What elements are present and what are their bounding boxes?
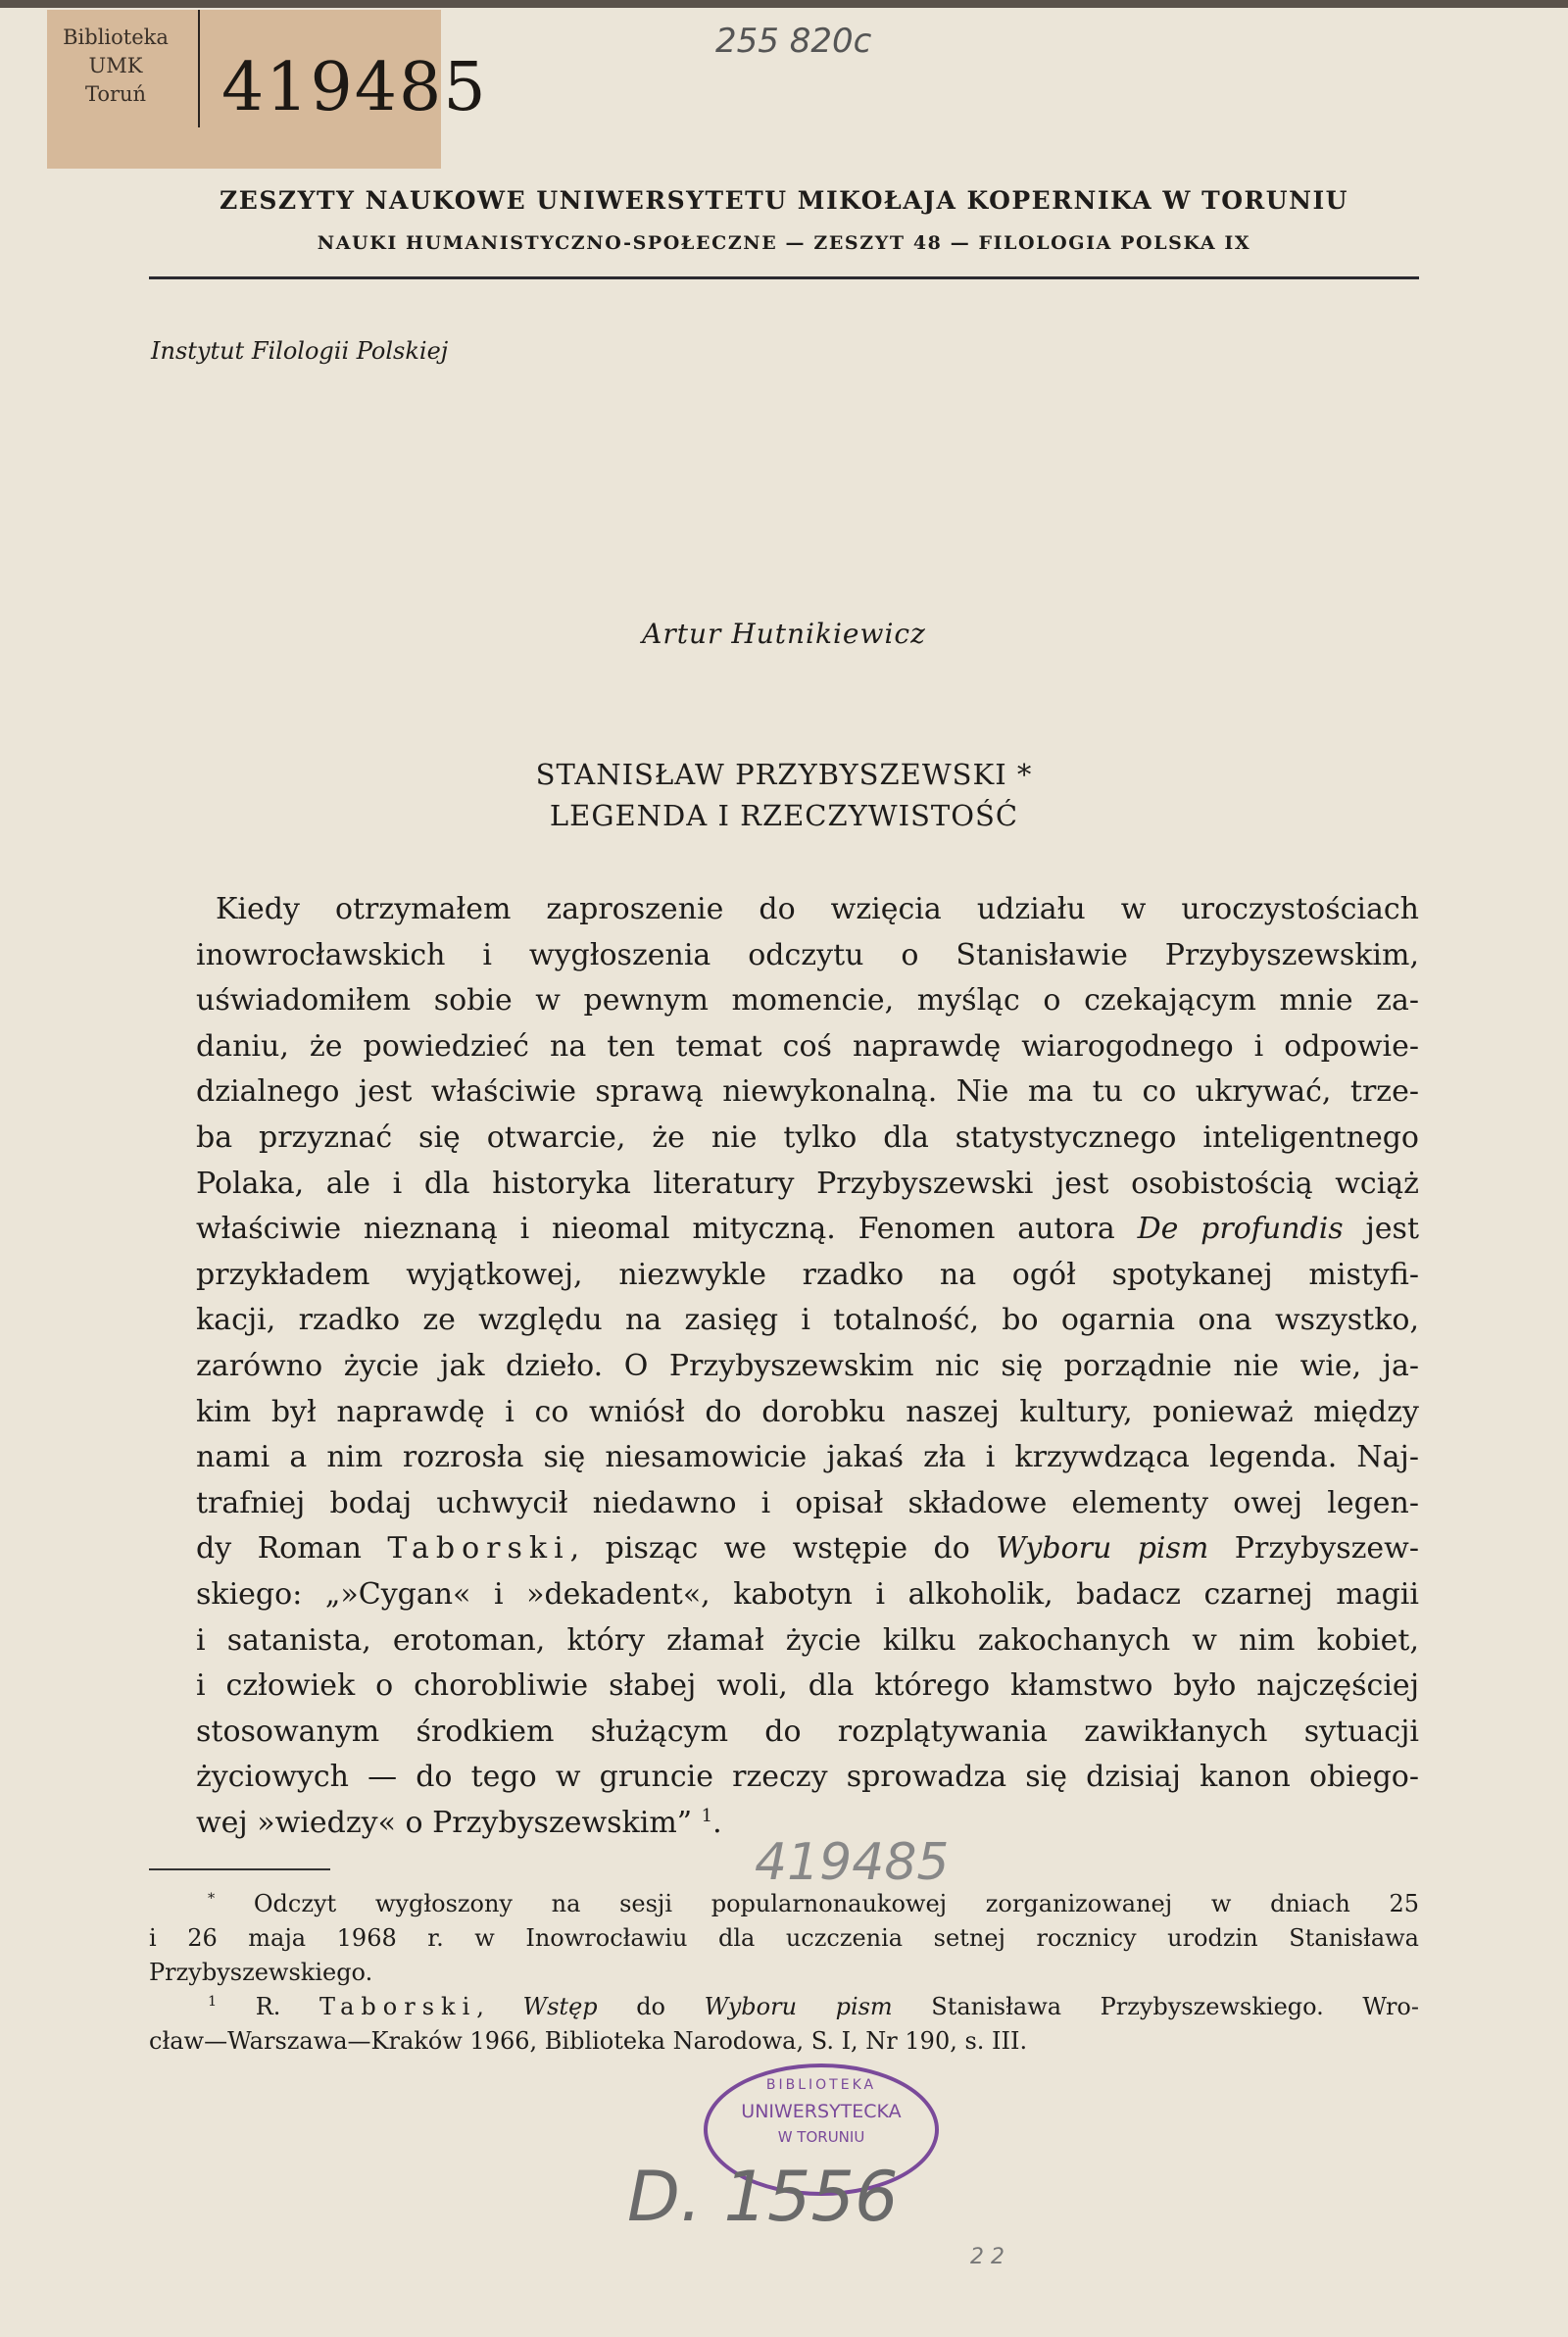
institute: Instytut Filologii Polskiej: [151, 337, 449, 365]
library-name-line: Biblioteka: [63, 25, 169, 49]
body-line: [196, 1755, 1419, 1801]
body-line: [196, 1435, 1419, 1481]
body-line: [196, 978, 1419, 1024]
text-segment: i człowiek o chorobliwie słabej woli, dla którego kłamstwo było najczęściej: [196, 1668, 1419, 1704]
footnote-line: [149, 1887, 1419, 1921]
article-subtitle-line: LEGENDA I RZECZYWISTOŚĆ: [549, 799, 1019, 832]
body-line: [196, 1069, 1419, 1116]
spaced-name: Taborski: [387, 1531, 570, 1566]
text-segment: do: [597, 1993, 705, 2020]
text-segment: inowrocławskich i wygłoszenia odczytu o Stanisławie Przybyszewskim,: [196, 937, 1419, 972]
footnote-line: [149, 1990, 1419, 2024]
body-line: [196, 1116, 1419, 1162]
italic-text: Wstęp: [522, 1993, 598, 2020]
body-line: [196, 1390, 1419, 1436]
text-segment: Polaka, ale i dla historyka literatury Przybyszewski jest osobistością wciąż: [196, 1166, 1419, 1201]
text-segment: Stanisława Przybyszewskiego. Wro-: [892, 1993, 1419, 2020]
library-label: [47, 10, 488, 169]
body-line: [196, 1024, 1419, 1070]
footnote-rule: [149, 1868, 330, 1870]
text-segment: ba przyznać się otwarcie, że nie tylko dla statystycznego inteligentnego: [196, 1119, 1419, 1155]
text-segment: uświadomiłem sobie w pewnym momencie, myśląc o czekającym mnie za-: [196, 983, 1419, 1019]
footnote-marker: *: [208, 1891, 216, 1907]
text-segment: nami a nim rozrosła się niesamowicie jakaś zła i krzywdząca legenda. Naj-: [196, 1440, 1419, 1475]
text-segment: ,: [476, 1993, 523, 2020]
scan-edge: [0, 0, 1568, 8]
text-segment: R.: [217, 1993, 319, 2020]
body-line: [196, 1253, 1419, 1299]
text-segment: stosowanym środkiem służącym do rozplątywania zawikłanych sytuacji: [196, 1714, 1419, 1749]
stamp-text: W TORUNIU: [777, 2128, 865, 2146]
footnote-line: [149, 1956, 1419, 1990]
body-line: [196, 1344, 1419, 1390]
italic-text: Wyboru pism: [704, 1993, 893, 2020]
journal-title: ZESZYTY NAUKOWE UNIWERSYTETU MIKOŁAJA KOPERNIKA W TORUNIU: [220, 186, 1348, 215]
text-segment: i satanista, erotoman, który złamał życie kilku zakochanych w nim kobiet,: [196, 1622, 1419, 1658]
body-line: [196, 1710, 1419, 1756]
text-segment: kacji, rzadko ze względu na zasięg i totalność, bo ogarnia ona wszystko,: [196, 1303, 1419, 1338]
journal-series: NAUKI HUMANISTYCZNO-SPOŁECZNE — ZESZYT 48 — FILOLOGIA POLSKA IX: [317, 232, 1251, 254]
handwritten-corner: 2 2: [970, 2245, 1004, 2269]
body-line: [196, 1298, 1419, 1344]
text-segment: dzialnego jest właściwie sprawą niewykonalną. Nie ma tu co ukrywać, trze-: [196, 1074, 1419, 1110]
body-line: [196, 1526, 1419, 1572]
text-segment: właściwie nieznaną i nieomal mityczną. Fenomen autora: [196, 1212, 1138, 1247]
stamp-text: UNIWERSYTECKA: [741, 2101, 902, 2122]
text-segment: cław—Warszawa—Kraków 1966, Biblioteka Narodowa, S. I, Nr 190, s. III.: [149, 2027, 1028, 2055]
footnote-marker: 1: [208, 1994, 218, 2010]
body-line: [196, 1664, 1419, 1710]
text-segment: jest: [1343, 1212, 1420, 1247]
italic-text: De profundis: [1137, 1212, 1344, 1247]
handwritten-bottom: D. 1556: [627, 2157, 899, 2237]
inventory-number: 419485: [221, 49, 488, 126]
body-line: [196, 1162, 1419, 1208]
handwritten-middle: 419485: [755, 1833, 950, 1892]
text-segment: życiowych — do tego w gruncie rzeczy sprowadza się dzisiaj kanon obiego-: [196, 1760, 1419, 1795]
stamp-text: BIBLIOTEKA: [765, 2077, 877, 2093]
body-line: [196, 1481, 1419, 1527]
body-line: [196, 1207, 1419, 1253]
footnote-marker: 1: [701, 1805, 713, 1826]
text-segment: zarówno życie jak dzieło. O Przybyszewskim nic się porządnie nie wie, ja-: [196, 1348, 1419, 1383]
library-name-line: UMK: [88, 54, 143, 77]
header-rule: [149, 276, 1419, 279]
text-segment: i 26 maja 1968 r. w Inowrocławiu dla uczczenia setnej rocznicy urodzin Stanisława: [149, 1924, 1419, 1952]
library-name-line: Toruń: [84, 82, 147, 106]
body-line: [196, 1572, 1419, 1618]
text-segment: trafniej bodaj uchwycił niedawno i opisał składowe elementy owej legen-: [196, 1485, 1419, 1520]
footnotes: [149, 1887, 1419, 2059]
library-name: [57, 24, 174, 109]
author: Artur Hutnikiewicz: [642, 618, 926, 650]
text-segment: daniu, że powiedzieć na ten temat coś naprawdę wiarogodnego i odpowie-: [196, 1028, 1419, 1064]
text-segment: Przybyszew-: [1208, 1531, 1419, 1566]
footnote-line: [149, 2024, 1419, 2059]
text-segment: Przybyszewskiego.: [149, 1959, 373, 1986]
text-segment: przykładem wyjątkowej, niezwykle rzadko na ogół spotykanej mistyfi-: [196, 1257, 1419, 1292]
body-line: [196, 887, 1419, 933]
text-segment: .: [712, 1805, 722, 1840]
handwritten-top: 255 820c: [715, 22, 872, 61]
label-divider: [198, 10, 200, 127]
text-segment: , pisząc we wstępie do: [569, 1531, 997, 1566]
article-body: [196, 887, 1419, 1846]
text-segment: Kiedy otrzymałem zaproszenie do wzięcia udziału w uroczystościach: [216, 892, 1419, 926]
article-title-line: STANISŁAW PRZYBYSZEWSKI *: [535, 758, 1033, 791]
body-line: [196, 933, 1419, 979]
italic-text: Wyboru pism: [996, 1531, 1209, 1566]
body-line: [196, 1618, 1419, 1665]
text-segment: wej »wiedzy« o Przybyszewskim”: [196, 1805, 702, 1840]
text-segment: kim był naprawdę i co wniósł do dorobku naszej kultury, ponieważ między: [196, 1394, 1419, 1429]
text-segment: dy Roman: [196, 1531, 388, 1566]
text-segment: Odczyt wygłoszony na sesji popularnonaukowej zorganizowanej w dniach 25: [215, 1890, 1419, 1917]
text-segment: skiego: „»Cygan« i »dekadent«, kabotyn i alkoholik, badacz czarnej magii: [196, 1576, 1419, 1612]
spaced-name: Taborski: [318, 1993, 477, 2020]
footnote-line: [149, 1921, 1419, 1956]
